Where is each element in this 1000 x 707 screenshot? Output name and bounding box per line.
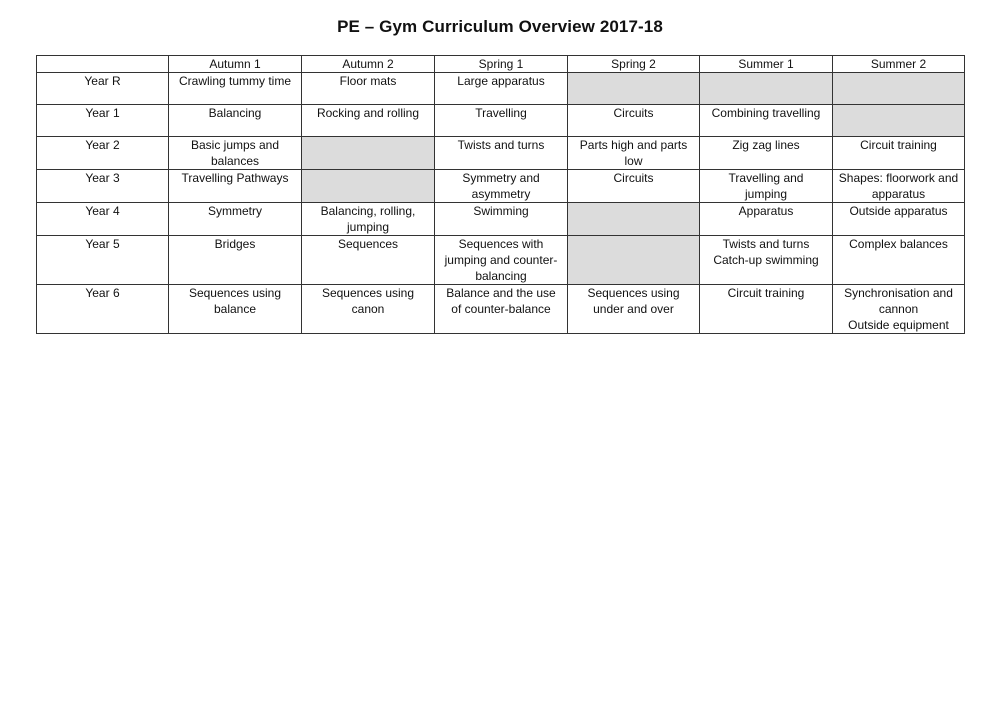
table-cell-empty [568, 236, 700, 285]
cell-line: canon [351, 302, 385, 316]
table-cell [833, 236, 965, 285]
table-cell [833, 285, 965, 334]
table-cell [833, 137, 965, 170]
cell-line: Travelling [475, 106, 527, 120]
row-header-year: Year 4 [37, 203, 169, 236]
cell-line: Symmetry and [462, 171, 540, 185]
row-header-year: Year R [37, 73, 169, 105]
table-cell [302, 285, 435, 334]
cell-line: Balancing [208, 106, 262, 120]
cell-line: Balance and the use [446, 286, 556, 300]
table-cell [302, 105, 435, 137]
column-header-spring-1: Spring 1 [435, 56, 568, 73]
column-header-autumn-2: Autumn 2 [302, 56, 435, 73]
table-cell [169, 73, 302, 105]
cell-line: Rocking and rolling [316, 106, 420, 120]
table-cell [169, 137, 302, 170]
cell-line: Circuit training [727, 286, 805, 300]
cell-line: under and over [593, 302, 674, 316]
row-header-year: Year 2 [37, 137, 169, 170]
table-cell-empty [302, 170, 435, 203]
cell-line: jumping [346, 220, 390, 234]
table-row [37, 137, 965, 170]
table-cell [568, 285, 700, 334]
cell-line: Twists and turns [722, 237, 810, 251]
cell-line: Combining travelling [711, 106, 821, 120]
cell-line: Complex balances [849, 237, 948, 251]
column-header-summer-2: Summer 2 [833, 56, 965, 73]
table-cell [700, 105, 833, 137]
table-cell [435, 285, 568, 334]
table-cell [568, 137, 700, 170]
table-cell-empty [833, 105, 965, 137]
row-header-year: Year 6 [37, 285, 169, 334]
table-cell [700, 236, 833, 285]
table-cell-empty [833, 73, 965, 105]
table-cell [169, 236, 302, 285]
cell-line: Shapes: floorwork and [838, 171, 959, 185]
table-cell [169, 105, 302, 137]
cell-line: Sequences with [458, 237, 544, 251]
cell-line: Parts high and parts [579, 138, 688, 152]
cell-line: Apparatus [738, 204, 794, 218]
cell-line: balances [210, 154, 260, 168]
column-header-spring-2: Spring 2 [568, 56, 700, 73]
table-row [37, 73, 965, 105]
table-cell [435, 137, 568, 170]
table-cell [568, 170, 700, 203]
header-row [37, 56, 965, 73]
cell-line: Outside apparatus [849, 204, 948, 218]
cell-line: cannon [878, 302, 919, 316]
cell-line: Symmetry [208, 204, 262, 218]
corner-cell [37, 56, 169, 73]
cell-line: balancing [475, 269, 527, 283]
table-row [37, 236, 965, 285]
table-cell [700, 137, 833, 170]
table-cell-empty [700, 73, 833, 105]
cell-line: Synchronisation and [844, 286, 953, 300]
table-cell [169, 170, 302, 203]
table-cell [302, 73, 435, 105]
table-cell [435, 236, 568, 285]
table-cell [833, 170, 965, 203]
table-cell [700, 170, 833, 203]
table-row [37, 203, 965, 236]
table-row [37, 285, 965, 334]
cell-line: low [624, 154, 643, 168]
table-cell [435, 170, 568, 203]
table-cell-empty [302, 137, 435, 170]
cell-line: Catch-up swimming [713, 253, 819, 267]
column-header-summer-1: Summer 1 [700, 56, 833, 73]
cell-line: Travelling and [728, 171, 804, 185]
table-cell [568, 105, 700, 137]
cell-line: Sequences using [188, 286, 282, 300]
cell-line: balance [213, 302, 257, 316]
table-cell-empty [568, 203, 700, 236]
table-row [37, 170, 965, 203]
cell-line: Bridges [214, 237, 256, 251]
table-cell [435, 203, 568, 236]
cell-line: Sequences using [321, 286, 415, 300]
cell-line: Circuits [613, 106, 654, 120]
cell-line: jumping and counter- [444, 253, 558, 267]
table-cell [833, 203, 965, 236]
cell-line: Twists and turns [457, 138, 545, 152]
cell-line: jumping [744, 187, 788, 201]
page-title: PE – Gym Curriculum Overview 2017-18 [337, 17, 663, 36]
cell-line: Circuits [613, 171, 654, 185]
cell-line: Outside equipment [848, 318, 949, 332]
cell-line: Sequences using [587, 286, 680, 300]
table-cell [169, 203, 302, 236]
table-cell [435, 73, 568, 105]
cell-line: Balancing, rolling, [320, 204, 416, 218]
cell-line: apparatus [871, 187, 926, 201]
cell-line: Circuit training [860, 138, 937, 152]
cell-line: Floor mats [339, 74, 397, 88]
row-header-year: Year 1 [37, 105, 169, 137]
table-body [37, 73, 965, 334]
row-header-year: Year 5 [37, 236, 169, 285]
table-cell [302, 203, 435, 236]
table-cell [700, 285, 833, 334]
column-header-autumn-1: Autumn 1 [169, 56, 302, 73]
table-cell-empty [568, 73, 700, 105]
cell-line: of counter-balance [451, 302, 551, 316]
table-cell [302, 236, 435, 285]
curriculum-table [36, 55, 965, 334]
cell-line: Basic jumps and [190, 138, 280, 152]
cell-line: Travelling Pathways [181, 171, 289, 185]
cell-line: Swimming [473, 204, 529, 218]
cell-line: asymmetry [471, 187, 531, 201]
cell-line: Crawling tummy time [178, 74, 292, 88]
table-cell [700, 203, 833, 236]
cell-line: Sequences [337, 237, 399, 251]
row-header-year: Year 3 [37, 170, 169, 203]
table-cell [435, 105, 568, 137]
cell-line: Zig zag lines [732, 138, 800, 152]
table-cell [169, 285, 302, 334]
table-row [37, 105, 965, 137]
cell-line: Large apparatus [457, 74, 545, 88]
